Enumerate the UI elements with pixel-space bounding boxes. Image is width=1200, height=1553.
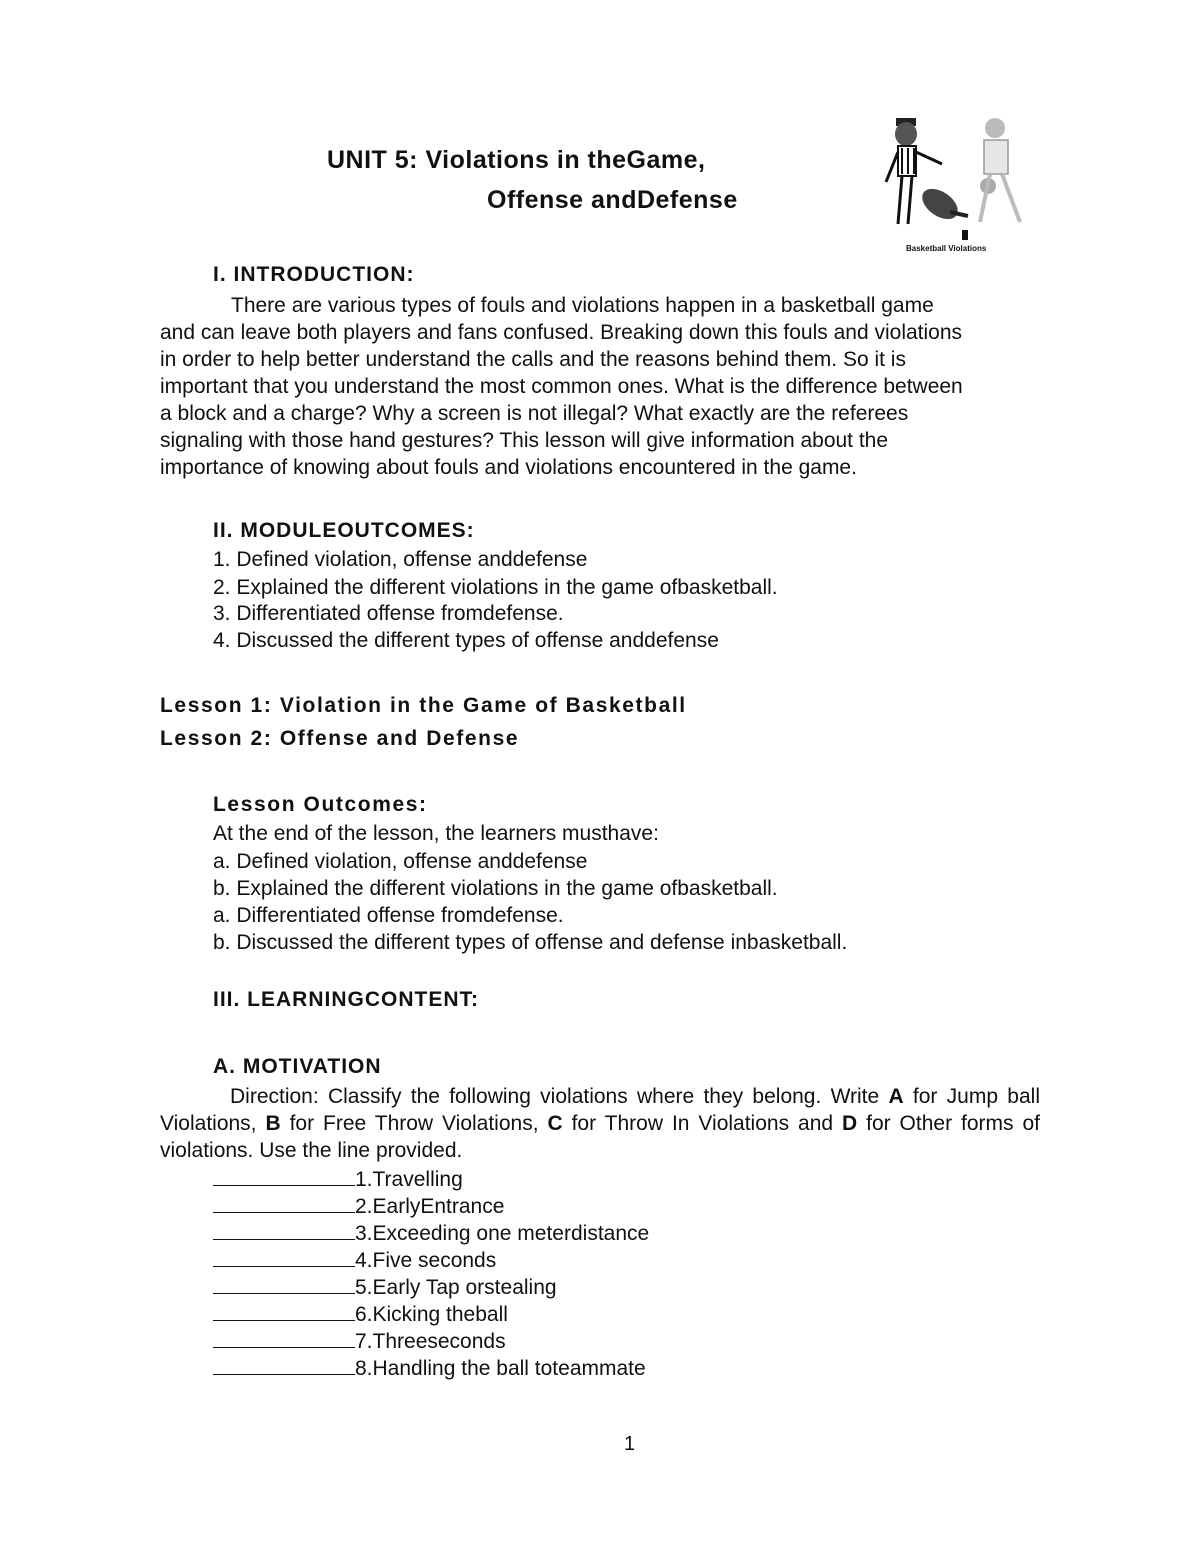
- item-label: 8.Handling the ball toteammate: [355, 1357, 646, 1380]
- module-outcome-3: 3. Differentiated offense fromdefense.: [213, 602, 564, 625]
- direction-letter-b: B: [265, 1112, 281, 1135]
- lesson-outcomes-heading: Lesson Outcomes:: [213, 793, 428, 816]
- intro-line-2: and can leave both players and fans confused. Breaking down this fouls and violations: [160, 321, 963, 344]
- motivation-item-1: [213, 1165, 463, 1192]
- direction-text-3: for Free Throw Violations,: [280, 1112, 548, 1135]
- motivation-item-7: [213, 1327, 506, 1354]
- intro-line-3: in order to help better understand the calls and the reasons behind them. So it is: [160, 348, 906, 371]
- lesson-1-title: Lesson 1: Violation in the Game of Basketball: [160, 694, 687, 717]
- lesson-outcomes-intro: At the end of the lesson, the learners musthave:: [213, 822, 659, 845]
- motivation-item-5: [213, 1273, 557, 1300]
- answer-blank[interactable]: [213, 1300, 355, 1321]
- direction-text-2: for Jump ball Violations,: [160, 1085, 1040, 1135]
- illustration-caption: Basketball Violations: [906, 244, 987, 253]
- item-label: 7.Threeseconds: [355, 1330, 506, 1353]
- answer-blank[interactable]: [213, 1192, 355, 1213]
- intro-line-6: signaling with those hand gestures? This lesson will give information about the: [160, 429, 889, 452]
- motivation-direction: [160, 1083, 1040, 1164]
- unit-title-line1: UNIT 5: Violations in theGame,: [327, 146, 706, 174]
- motivation-item-4: [213, 1246, 496, 1273]
- lesson-outcome-1: a. Defined violation, offense anddefense: [213, 850, 588, 873]
- motivation-item-8: [213, 1354, 646, 1381]
- answer-blank[interactable]: [213, 1219, 355, 1240]
- lesson-2-title: Lesson 2: Offense and Defense: [160, 727, 520, 750]
- introduction-heading: I. INTRODUCTION:: [213, 263, 415, 286]
- answer-blank[interactable]: [213, 1327, 355, 1348]
- direction-text-1: Direction: Classify the following violations where they belong. Write: [230, 1085, 889, 1108]
- motivation-heading: A. MOTIVATION: [213, 1055, 382, 1078]
- answer-blank[interactable]: [213, 1273, 355, 1294]
- intro-line-4: important that you understand the most common ones. What is the difference between: [160, 375, 963, 398]
- page-number: 1: [624, 1433, 636, 1455]
- motivation-item-2: [213, 1192, 504, 1219]
- answer-blank[interactable]: [213, 1165, 355, 1186]
- intro-line-7: importance of knowing about fouls and violations encountered in the game.: [160, 456, 857, 479]
- direction-letter-a: A: [888, 1085, 904, 1108]
- lesson-outcome-3: a. Differentiated offense fromdefense.: [213, 904, 564, 927]
- item-label: 2.EarlyEntrance: [355, 1195, 505, 1218]
- module-outcome-2: 2. Explained the different violations in the game ofbasketball.: [213, 576, 778, 599]
- referee-illustration: [870, 112, 1040, 262]
- motivation-item-3: [213, 1219, 649, 1246]
- direction-text-5: for Other forms of violations. Use the line provided.: [160, 1112, 1040, 1162]
- answer-blank[interactable]: [213, 1246, 355, 1267]
- item-label: 1.Travelling: [355, 1168, 463, 1191]
- module-outcome-1: 1. Defined violation, offense anddefense: [213, 548, 588, 571]
- module-outcome-4: 4. Discussed the different types of offense anddefense: [213, 629, 719, 652]
- direction-text-4: for Throw In Violations and: [562, 1112, 842, 1135]
- lesson-outcome-4: b. Discussed the different types of offense and defense inbasketball.: [213, 931, 848, 954]
- item-label: 6.Kicking theball: [355, 1303, 508, 1326]
- learning-content-heading: III. LEARNINGCONTENT:: [213, 988, 479, 1011]
- intro-line-5: a block and a charge? Why a screen is not illegal? What exactly are the referees: [160, 402, 909, 425]
- referee-and-players-icon: [870, 112, 1040, 262]
- direction-letter-d: D: [842, 1112, 858, 1135]
- answer-blank[interactable]: [213, 1354, 355, 1375]
- module-outcomes-heading: II. MODULEOUTCOMES:: [213, 519, 475, 542]
- lesson-outcome-2: b. Explained the different violations in the game ofbasketball.: [213, 877, 778, 900]
- item-label: 4.Five seconds: [355, 1249, 497, 1272]
- motivation-item-6: [213, 1300, 508, 1327]
- item-label: 5.Early Tap orstealing: [355, 1276, 557, 1299]
- unit-title-line2: Offense andDefense: [487, 186, 738, 214]
- item-label: 3.Exceeding one meterdistance: [355, 1222, 650, 1245]
- intro-line-1: There are various types of fouls and violations happen in a basketball game: [231, 294, 934, 317]
- direction-letter-c: C: [547, 1112, 563, 1135]
